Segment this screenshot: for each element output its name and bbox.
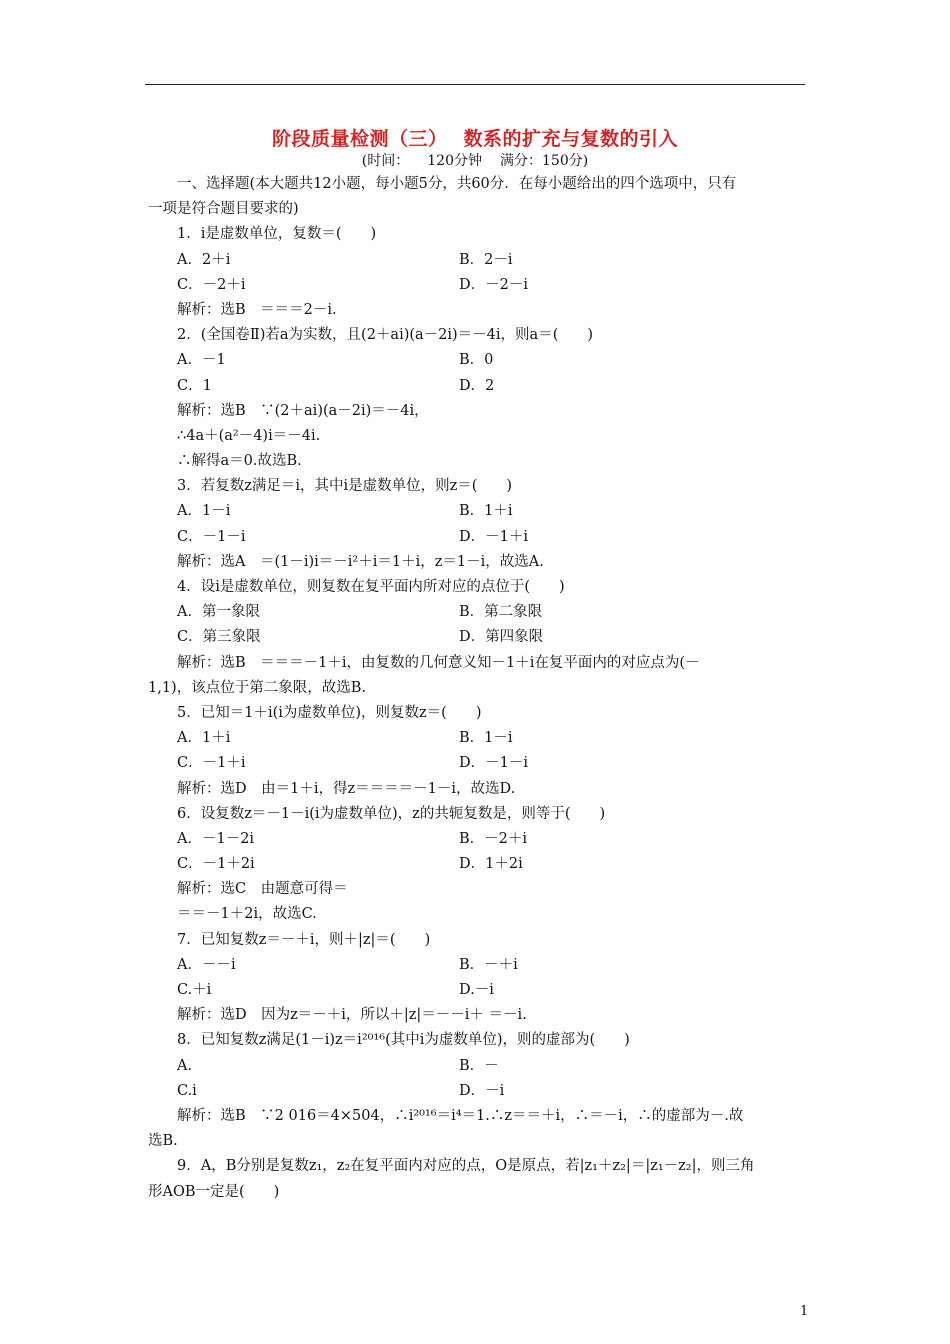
question-7-stem: 7．已知复数z＝－＋i，则＋|z|＝( ): [177, 931, 431, 948]
q5-option-b: B．1－i: [459, 730, 513, 747]
score-label: 满分：150分): [500, 153, 589, 169]
q3-option-d: D．－1＋i: [459, 528, 528, 545]
question-8-options-cd: [148, 1079, 810, 1104]
q5-option-d: D．－1－i: [459, 755, 528, 772]
question-4-solution-2: 1,1)，该点位于第二象限，故选B.: [148, 679, 366, 696]
q7-option-d: D.－i: [459, 982, 494, 998]
question-2-solution-2: ∴4a＋(a²－4)i＝－4i.: [177, 427, 321, 444]
question-4-options-ab: [148, 600, 810, 625]
question-1-options-ab: [148, 248, 810, 273]
q2-option-b: B．0: [459, 352, 494, 369]
q4-option-a: A．第一象限: [177, 604, 260, 621]
q3-option-b: B．1＋i: [459, 503, 513, 520]
question-2-options-cd: [148, 374, 810, 399]
question-4-options-cd: [148, 625, 810, 650]
question-8-options-ab: [148, 1054, 810, 1079]
q1-option-d: D．－2－i: [459, 276, 528, 293]
q8-option-d: D．－i: [459, 1082, 505, 1099]
q7-option-c: C.＋i: [177, 982, 212, 998]
question-6-solution-1: 解析：选C 由题意可得＝: [177, 881, 348, 898]
q6-option-d: D．1＋2i: [459, 856, 523, 873]
q3-option-a: A．1－i: [177, 503, 231, 520]
q8-option-a: A.: [177, 1057, 193, 1074]
question-5-options-ab: [148, 726, 810, 751]
q2-option-c: C．1: [177, 377, 212, 394]
time-label: (时间：: [361, 153, 410, 169]
question-8-solution-2: 选B.: [148, 1133, 178, 1150]
q4-option-c: C．第三象限: [177, 629, 261, 646]
section-intro-line2: 一项是符合题目要求的): [148, 201, 299, 218]
q8-option-b: B．－: [459, 1057, 499, 1074]
question-6-options-ab: [148, 827, 810, 852]
page-title: [0, 124, 950, 151]
question-7-options-cd: [148, 978, 810, 1003]
q6-option-c: C．－1＋2i: [177, 856, 255, 873]
question-1-stem: 1．i是虚数单位，复数＝( ): [177, 226, 377, 243]
question-1-solution: 解析：选B ＝＝＝2－i.: [177, 301, 337, 318]
q5-option-c: C．－1＋i: [177, 755, 246, 772]
title-right: 数系的扩充与复数的引入: [463, 128, 679, 150]
question-2-stem: 2．(全国卷Ⅱ)若a为实数，且(2＋ai)(a－2i)＝－4i，则a＝( ): [177, 327, 594, 344]
question-5-solution: 解析：选D 由＝1＋i，得z＝＝＝＝－1－i，故选D.: [177, 780, 516, 797]
question-6-stem: 6．设复数z＝－1－i(i为虚数单位)，z的共轭复数是，则等于( ): [177, 805, 606, 822]
q2-option-d: D．2: [459, 377, 495, 394]
document-body: [148, 172, 810, 1205]
question-2-options-ab: [148, 348, 810, 373]
question-2-solution-3: ∴解得a＝0.故选B.: [177, 453, 302, 470]
q7-option-b: B．－＋i: [459, 956, 518, 973]
q5-option-a: A．1＋i: [177, 730, 231, 747]
question-4-stem: 4．设i是虚数单位，则复数在复平面内所对应的点位于( ): [177, 579, 565, 595]
question-6-solution-2: ＝＝－1＋2i，故选C.: [177, 906, 317, 923]
question-3-options-cd: [148, 525, 810, 550]
section-intro-line1: 一、选择题(本大题共12小题，每小题5分，共60分．在每小题给出的四个选项中，只有: [177, 176, 737, 192]
q1-option-b: B．2－i: [459, 251, 513, 268]
question-1-options-cd: [148, 273, 810, 298]
question-8-solution-1: 解析：选B ∵2 016＝4×504，∴i²⁰¹⁶＝i⁴＝1.∴z＝＝＋i，∴＝－i，∴的虚部为－.故: [177, 1107, 744, 1124]
q7-option-a: A．－－i: [177, 956, 236, 973]
question-2-solution-1: 解析：选B ∵(2＋ai)(a－2i)＝－4i，: [177, 402, 429, 419]
q8-option-c: C.i: [177, 1082, 197, 1099]
page-number: 1: [800, 1304, 809, 1319]
time-value: 120分钟: [427, 153, 482, 169]
q1-option-a: A．2＋i: [177, 251, 231, 268]
question-9-stem-1: 9．A，B分别是复数z₁，z₂在复平面内对应的点，O是原点，若|z₁＋z₂|＝|z₁－z₂|，则三角: [177, 1158, 755, 1175]
header-rule: [145, 84, 805, 85]
question-6-options-cd: [148, 852, 810, 877]
question-3-solution: 解析：选A ＝(1－i)i＝－i²＋i＝1＋i，z＝1－i，故选A.: [177, 553, 544, 570]
question-3-options-ab: [148, 499, 810, 524]
q3-option-c: C．－1－i: [177, 528, 246, 545]
question-4-solution-1: 解析：选B ＝＝＝－1＋i，由复数的几何意义知－1＋i在复平面内的对应点为(－: [177, 654, 700, 671]
q6-option-b: B．－2＋i: [459, 830, 528, 847]
question-9-stem-2: 形AOB一定是( ): [148, 1183, 280, 1200]
question-7-solution: 解析：选D 因为z＝－＋i，所以＋|z|＝－－i＋ ＝－i.: [177, 1007, 527, 1024]
question-3-stem: 3．若复数z满足＝i，其中i是虚数单位，则z＝( ): [177, 478, 513, 495]
q4-option-b: B．第二象限: [459, 604, 543, 621]
q2-option-a: A．－1: [177, 352, 226, 369]
question-8-stem: 8．已知复数z满足(1－i)z＝i²⁰¹⁶(其中i为虚数单位)，则的虚部为( ): [177, 1032, 630, 1049]
question-7-options-ab: [148, 953, 810, 978]
q4-option-d: D．第四象限: [459, 629, 544, 646]
title-left: 阶段质量检测（三）: [271, 128, 448, 150]
question-5-stem: 5．已知＝1＋i(i为虚数单位)，则复数z＝( ): [177, 704, 482, 721]
exam-meta: [0, 150, 950, 170]
q6-option-a: A．－1－2i: [177, 830, 255, 847]
question-5-options-cd: [148, 751, 810, 776]
q1-option-c: C．－2＋i: [177, 276, 246, 293]
